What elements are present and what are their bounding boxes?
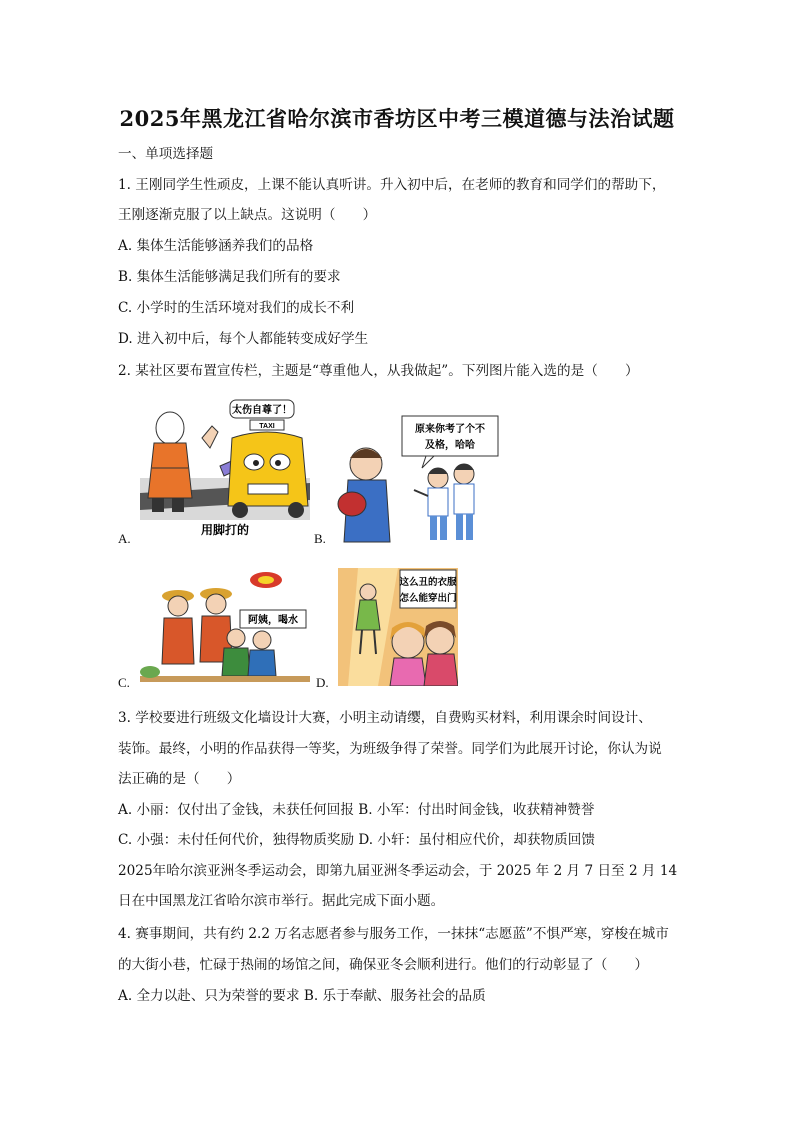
q1-stem-line2: 王刚逐渐克服了以上缺点。这说明（ ）	[118, 207, 377, 223]
material-line1: 2025年哈尔滨亚洲冬季运动会，即第九届亚洲冬季运动会，于 2025 年 2 月 7 日至 2 月 14	[118, 863, 678, 879]
q3-options-cd: C. 小强：未付任何代价，独得物质奖励 D. 小轩：虽付相应代价，却获物质回馈	[118, 832, 595, 848]
q4-options-ab: A. 全力以赴、只为荣誉的要求 B. 乐于奉献、服务社会的品质	[118, 988, 486, 1004]
q2-pic-c-bubble: 阿姨，喝水	[248, 615, 298, 626]
q1-option-d: D. 进入初中后，每个人都能转变成好学生	[118, 331, 369, 347]
q2-pic-d-bubble-line1: 这么丑的衣服	[399, 577, 457, 588]
q2-pic-a-bubble: 太伤自尊了！	[232, 405, 292, 416]
q2-pic-d-illustration	[338, 568, 458, 686]
taxi-sign: TAXI	[259, 423, 275, 430]
q2-pic-d-bubble-line2: 怎么能穿出门	[399, 593, 457, 604]
q2-pic-b-illustration	[330, 414, 505, 544]
q2-pic-b-bubble-line2: 及格，哈哈	[425, 440, 475, 451]
q2-pic-a-illustration	[140, 398, 310, 540]
q2-pic-a-label: A.	[118, 531, 131, 546]
q2-pic-b-bubble-line1: 原来你考了个不	[415, 424, 485, 435]
document-title: 2025年黑龙江省哈尔滨市香坊区中考三模道德与法治试题	[119, 106, 675, 131]
q1-option-b: B. 集体生活能够满足我们所有的要求	[118, 269, 341, 285]
q1-stem-line1: 1. 王刚同学生性顽皮，上课不能认真听讲。升入初中后，在老师的教育和同学们的帮助下，	[118, 177, 666, 193]
q2-pic-c-label: C.	[118, 675, 130, 690]
q3-options-ab: A. 小丽：仅付出了金钱，未获任何回报 B. 小军：付出时间金钱，收获精神赞誉	[118, 802, 595, 818]
q3-stem-line1: 3. 学校要进行班级文化墙设计大赛，小明主动请缨，自费购买材料，利用课余时间设计、	[118, 710, 652, 726]
q3-stem-line2: 装饰。最终，小明的作品获得一等奖，为班级争得了荣誉。同学们为此展开讨论，你认为说	[118, 741, 662, 757]
q4-stem-line1: 4. 赛事期间，共有约 2.2 万名志愿者参与服务工作，一抹抹“志愿蓝”不惧严寒，穿梭在城市	[118, 926, 669, 942]
q2-stem: 2. 某社区要布置宣传栏，主题是“尊重他人，从我做起”。下列图片能入选的是（ ）	[118, 363, 639, 379]
q1-option-a: A. 集体生活能够涵养我们的品格	[118, 238, 314, 254]
section-heading: 一、单项选择题	[118, 146, 214, 162]
q2-pic-d-label: D.	[316, 675, 329, 690]
q2-pic-a-caption: 用脚打的	[200, 523, 250, 537]
q4-stem-line2: 的大街小巷，忙碌于热闹的场馆之间，确保亚冬会顺利进行。他们的行动彰显了（ ）	[118, 957, 649, 973]
q2-pic-b-label: B.	[314, 531, 326, 546]
q3-stem-line3: 法正确的是（ ）	[118, 771, 241, 787]
material-line2: 日在中国黑龙江省哈尔滨市举行。据此完成下面小题。	[118, 893, 445, 909]
q1-option-c: C. 小学时的生活环境对我们的成长不利	[118, 300, 355, 316]
q2-pic-c-illustration	[140, 568, 310, 688]
